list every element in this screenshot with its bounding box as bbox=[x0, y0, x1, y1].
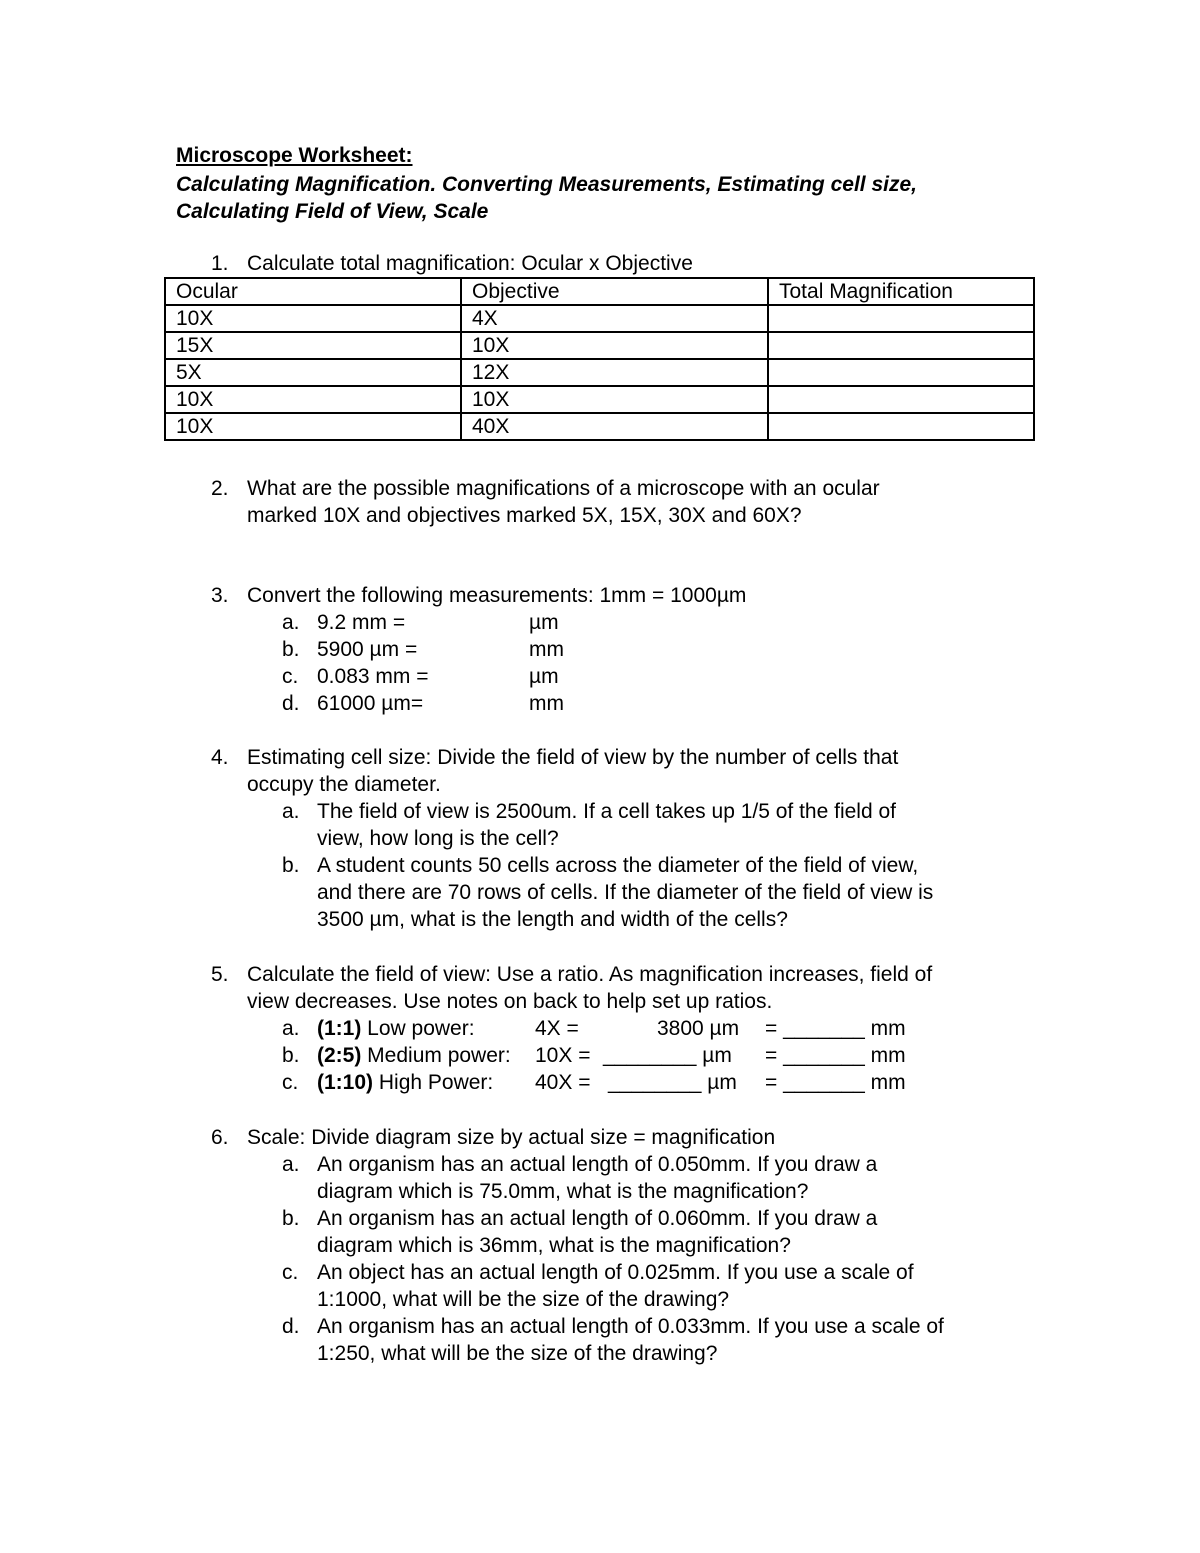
sub-question-line: 1:250, what will be the size of the drawing? bbox=[317, 1342, 718, 1365]
question-number: 6. bbox=[211, 1126, 229, 1149]
header-objective: Objective bbox=[461, 278, 768, 305]
question-number: 2. bbox=[211, 477, 229, 500]
subtitle-line: Calculating Magnification. Converting Measurements, Estimating cell size, bbox=[176, 173, 917, 196]
fov-ratio: (2:5) bbox=[317, 1044, 362, 1067]
ocular-cell: 5X bbox=[165, 359, 461, 386]
table-header-row bbox=[165, 278, 1034, 305]
table-row bbox=[165, 386, 1034, 413]
conversion-unit: mm bbox=[529, 638, 564, 661]
question-number: 3. bbox=[211, 584, 229, 607]
sub-question-text bbox=[317, 798, 1037, 852]
sub-question-line: 3500 µm, what is the length and width of the cells? bbox=[317, 908, 788, 931]
fov-label bbox=[317, 1042, 511, 1069]
worksheet-subtitle bbox=[176, 171, 1076, 225]
fov-ratio: (1:10) bbox=[317, 1071, 374, 1094]
sub-question-line: The field of view is 2500um. If a cell takes up 1/5 of the field of bbox=[317, 800, 896, 823]
conversion-value: 61000 µm= bbox=[317, 692, 424, 715]
question-text bbox=[247, 961, 1037, 1015]
item-letter: a. bbox=[282, 800, 300, 823]
item-letter: a. bbox=[282, 1153, 300, 1176]
sub-question-text bbox=[317, 852, 1037, 933]
sub-question-line: An organism has an actual length of 0.033mm. If you use a scale of bbox=[317, 1315, 944, 1338]
sub-question-line: An organism has an actual length of 0.050mm. If you draw a bbox=[317, 1153, 878, 1176]
table-row bbox=[165, 413, 1034, 440]
sub-question-line: diagram which is 75.0mm, what is the magnification? bbox=[317, 1180, 809, 1203]
sub-question-text bbox=[317, 1151, 1037, 1205]
table-row bbox=[165, 332, 1034, 359]
header-total-magnification: Total Magnification bbox=[768, 278, 1034, 305]
question-text: Scale: Divide diagram size by actual size = magnification bbox=[247, 1126, 776, 1149]
total-magnification-cell[interactable] bbox=[768, 359, 1034, 386]
objective-cell: 10X bbox=[461, 386, 768, 413]
conversion-unit: µm bbox=[529, 611, 559, 634]
fov-magnification: 40X = bbox=[535, 1071, 591, 1094]
item-letter: c. bbox=[282, 1071, 299, 1094]
sub-question-line: An organism has an actual length of 0.060mm. If you draw a bbox=[317, 1207, 878, 1230]
table-row bbox=[165, 305, 1034, 332]
sub-question-text bbox=[317, 1259, 1037, 1313]
sub-question-line: A student counts 50 cells across the diameter of the field of view, bbox=[317, 854, 919, 877]
fov-power: Medium power: bbox=[361, 1044, 511, 1067]
item-letter: b. bbox=[282, 638, 300, 661]
ocular-cell: 10X bbox=[165, 305, 461, 332]
sub-question-line: diagram which is 36mm, what is the magnification? bbox=[317, 1234, 791, 1257]
conversion-value: 9.2 mm = bbox=[317, 611, 406, 634]
conversion-unit: mm bbox=[529, 692, 564, 715]
question-line: Estimating cell size: Divide the field of view by the number of cells that bbox=[247, 746, 899, 769]
item-letter: d. bbox=[282, 692, 300, 715]
fov-label bbox=[317, 1015, 475, 1042]
fov-power: Low power: bbox=[361, 1017, 475, 1040]
objective-cell: 40X bbox=[461, 413, 768, 440]
question-line: Calculate the field of view: Use a ratio. As magnification increases, field of bbox=[247, 963, 933, 986]
question-text bbox=[247, 475, 1037, 529]
conversion-value: 0.083 mm = bbox=[317, 665, 429, 688]
fov-power: High Power: bbox=[373, 1071, 494, 1094]
worksheet-title: Microscope Worksheet: bbox=[176, 144, 413, 167]
question-line: What are the possible magnifications of a microscope with an ocular bbox=[247, 477, 880, 500]
fov-mm-blank[interactable]: = _______ mm bbox=[765, 1071, 906, 1094]
item-letter: a. bbox=[282, 611, 300, 634]
sub-question-text bbox=[317, 1313, 1037, 1367]
sub-question-line: An object has an actual length of 0.025mm. If you use a scale of bbox=[317, 1261, 914, 1284]
sub-question-line: view, how long is the cell? bbox=[317, 827, 559, 850]
question-line: view decreases. Use notes on back to help set up ratios. bbox=[247, 990, 773, 1013]
ocular-cell: 10X bbox=[165, 413, 461, 440]
magnification-table bbox=[164, 277, 1035, 441]
header-ocular: Ocular bbox=[165, 278, 461, 305]
question-number: 4. bbox=[211, 746, 229, 769]
total-magnification-cell[interactable] bbox=[768, 413, 1034, 440]
sub-question-text bbox=[317, 1205, 1037, 1259]
item-letter: b. bbox=[282, 1207, 300, 1230]
conversion-unit: µm bbox=[529, 665, 559, 688]
total-magnification-cell[interactable] bbox=[768, 386, 1034, 413]
conversion-value: 5900 µm = bbox=[317, 638, 418, 661]
total-magnification-cell[interactable] bbox=[768, 305, 1034, 332]
item-letter: b. bbox=[282, 1044, 300, 1067]
ocular-cell: 15X bbox=[165, 332, 461, 359]
question-number: 5. bbox=[211, 963, 229, 986]
fov-mm-blank[interactable]: = _______ mm bbox=[765, 1044, 906, 1067]
subtitle-line: Calculating Field of View, Scale bbox=[176, 200, 489, 223]
fov-value[interactable]: ________ µm bbox=[603, 1044, 732, 1067]
fov-value[interactable]: ________ µm bbox=[608, 1071, 737, 1094]
objective-cell: 10X bbox=[461, 332, 768, 359]
item-letter: c. bbox=[282, 665, 299, 688]
total-magnification-cell[interactable] bbox=[768, 332, 1034, 359]
sub-question-line: and there are 70 rows of cells. If the diameter of the field of view is bbox=[317, 881, 934, 904]
ocular-cell: 10X bbox=[165, 386, 461, 413]
item-letter: d. bbox=[282, 1315, 300, 1338]
question-text: Convert the following measurements: 1mm = 1000µm bbox=[247, 584, 747, 607]
question-number: 1. bbox=[211, 252, 229, 275]
question-text: Calculate total magnification: Ocular x Objective bbox=[247, 252, 693, 275]
item-letter: a. bbox=[282, 1017, 300, 1040]
question-text bbox=[247, 744, 1037, 798]
question-line: occupy the diameter. bbox=[247, 773, 441, 796]
fov-ratio: (1:1) bbox=[317, 1017, 362, 1040]
fov-mm-blank[interactable]: = _______ mm bbox=[765, 1017, 906, 1040]
fov-value: 3800 µm bbox=[657, 1017, 740, 1040]
item-letter: c. bbox=[282, 1261, 299, 1284]
objective-cell: 4X bbox=[461, 305, 768, 332]
question-line: marked 10X and objectives marked 5X, 15X, 30X and 60X? bbox=[247, 504, 802, 527]
item-letter: b. bbox=[282, 854, 300, 877]
fov-magnification: 4X = bbox=[535, 1017, 579, 1040]
sub-question-line: 1:1000, what will be the size of the drawing? bbox=[317, 1288, 730, 1311]
objective-cell: 12X bbox=[461, 359, 768, 386]
table-row bbox=[165, 359, 1034, 386]
fov-magnification: 10X = bbox=[535, 1044, 591, 1067]
fov-label bbox=[317, 1069, 493, 1096]
